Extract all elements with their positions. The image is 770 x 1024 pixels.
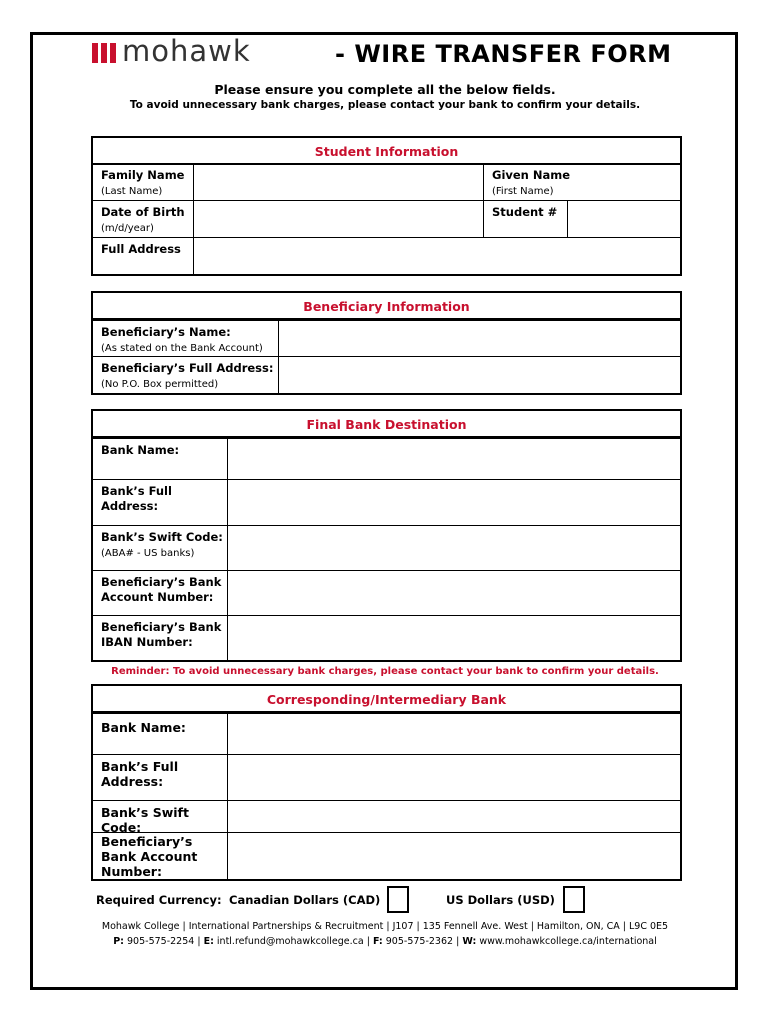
usd-checkbox[interactable]	[563, 886, 585, 913]
student-information-section	[91, 136, 682, 276]
intermediary-bank-address-row	[93, 754, 680, 801]
swift-code-field[interactable]	[228, 526, 680, 571]
student-number-label: Student #	[484, 201, 568, 238]
bank-address-row	[93, 479, 680, 526]
family-name-field[interactable]	[194, 164, 484, 201]
bank-name-label: Bank Name:	[93, 439, 228, 480]
dob-row	[93, 200, 680, 238]
account-number-field[interactable]	[228, 571, 680, 616]
bank-address-field[interactable]	[228, 480, 680, 526]
bank-address-label: Bank’s Full Address:	[93, 480, 228, 526]
full-address-field[interactable]	[194, 238, 680, 275]
swift-code-label: Bank’s Swift Code: (ABA# - US banks)	[93, 526, 228, 571]
intermediary-bank-address-label: Bank’s Full Address:	[93, 755, 228, 801]
beneficiary-name-field[interactable]	[279, 321, 680, 357]
logo-wordmark: mohawk	[122, 34, 251, 68]
full-address-label: Full Address	[93, 238, 194, 275]
footer-address: Mohawk College | International Partnerships & Recruitment | J107 | 135 Fennell Ave. West | Hamilton, ON, CA | L9C 0E5	[101, 921, 669, 932]
beneficiary-address-label: Beneficiary’s Full Address: (No P.O. Box permitted)	[93, 357, 279, 394]
usd-option-label: US Dollars (USD)	[446, 893, 555, 907]
intermediary-swift-field[interactable]	[228, 801, 680, 833]
intro-instruction: Please ensure you complete all the below fields.	[214, 82, 556, 97]
beneficiary-information-section	[91, 291, 682, 395]
iban-number-row	[93, 615, 680, 661]
intermediary-swift-row	[93, 800, 680, 833]
swift-code-row	[93, 525, 680, 571]
bank-name-row	[93, 438, 680, 480]
account-number-label: Beneficiary’s Bank Account Number:	[93, 571, 228, 616]
intermediary-bank-section	[91, 684, 682, 881]
beneficiary-address-row	[93, 356, 680, 394]
address-row	[93, 237, 680, 275]
intermediary-bank-name-field[interactable]	[228, 714, 680, 755]
intro-note: To avoid unnecessary bank charges, please contact your bank to confirm your details.	[129, 99, 641, 111]
dob-field[interactable]	[194, 201, 484, 238]
footer-email: intl.refund@mohawkcollege.ca	[216, 936, 364, 947]
intermediary-bank-address-field[interactable]	[228, 755, 680, 801]
intermediary-swift-label: Bank’s Swift Code:	[93, 801, 228, 833]
intermediary-account-label: Beneficiary’s Bank Account Number:	[93, 833, 228, 880]
bank-name-field[interactable]	[228, 439, 680, 480]
page-title: - WIRE TRANSFER FORM	[335, 40, 672, 68]
iban-number-label: Beneficiary’s Bank IBAN Number:	[93, 616, 228, 661]
cad-option-label: Canadian Dollars (CAD)	[229, 893, 381, 907]
cad-checkbox[interactable]	[387, 886, 409, 913]
beneficiary-name-label: Beneficiary’s Name: (As stated on the Bank Account)	[93, 321, 279, 357]
required-currency-label: Required Currency:	[96, 893, 222, 907]
section-heading: Student Information	[93, 138, 680, 165]
footer-contacts: P: 905-575-2254 | E: intl.refund@mohawkcollege.ca | F: 905-575-2362 | W: www.mohawkcollege.ca/international	[113, 936, 657, 947]
name-row	[93, 163, 680, 201]
beneficiary-name-row	[93, 320, 680, 357]
intermediary-account-row	[93, 832, 680, 880]
beneficiary-address-field[interactable]	[279, 357, 680, 394]
given-name-field[interactable]	[568, 164, 680, 201]
section-heading: Beneficiary Information	[93, 293, 680, 320]
family-name-label: Family Name (Last Name)	[93, 164, 194, 201]
iban-number-field[interactable]	[228, 616, 680, 661]
intermediary-bank-name-label: Bank Name:	[93, 714, 228, 755]
intermediary-account-field[interactable]	[228, 833, 680, 880]
dob-label: Date of Birth (m/d/year)	[93, 201, 194, 238]
account-number-row	[93, 570, 680, 616]
footer-website: www.mohawkcollege.ca/international	[479, 936, 657, 947]
student-number-field[interactable]	[568, 201, 680, 238]
intermediary-bank-name-row	[93, 713, 680, 755]
form-header	[92, 34, 692, 72]
given-name-label: Given Name (First Name)	[492, 168, 571, 197]
section-heading: Corresponding/Intermediary Bank	[93, 686, 680, 713]
footer-fax: 905-575-2362	[385, 936, 454, 947]
reminder-note: Reminder: To avoid unnecessary bank charges, please contact your bank to confirm your details.	[111, 666, 659, 677]
final-bank-section	[91, 409, 682, 662]
footer-phone: 905-575-2254	[127, 936, 195, 947]
section-heading: Final Bank Destination	[93, 411, 680, 438]
